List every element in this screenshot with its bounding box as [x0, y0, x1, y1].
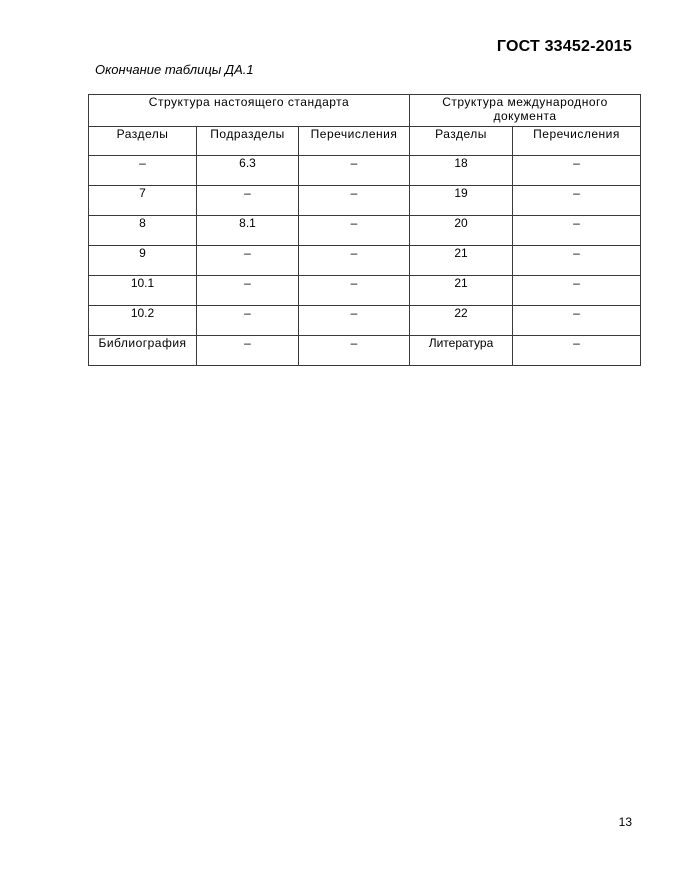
table-cell: 6.3 — [197, 156, 299, 186]
table-cell: – — [513, 336, 641, 366]
document-code: ГОСТ 33452-2015 — [496, 38, 632, 55]
table-cell: – — [513, 156, 641, 186]
table-row — [89, 246, 641, 276]
col-header-subsections: Подразделы — [197, 127, 299, 156]
table-cell: – — [299, 336, 410, 366]
table-cell: – — [197, 276, 299, 306]
table-row — [89, 216, 641, 246]
header-this-standard: Структура настоящего стандарта — [89, 95, 410, 127]
table-cell: 21 — [410, 276, 513, 306]
table-cell: 21 — [410, 246, 513, 276]
table-row — [89, 336, 641, 366]
table-cell: 18 — [410, 156, 513, 186]
page-number: 13 — [618, 815, 632, 829]
table-cell: – — [299, 186, 410, 216]
table-cell: – — [299, 156, 410, 186]
table-cell: – — [513, 216, 641, 246]
col-header-sections: Разделы — [89, 127, 197, 156]
table-cell: 10.2 — [89, 306, 197, 336]
table-cell: Библиография — [89, 336, 197, 366]
table-cell: – — [513, 186, 641, 216]
col-header-intl-sections: Разделы — [410, 127, 513, 156]
table-row — [89, 186, 641, 216]
table-cell: 22 — [410, 306, 513, 336]
table-cell: – — [513, 276, 641, 306]
table-cell: – — [299, 246, 410, 276]
correspondence-table — [88, 94, 641, 366]
col-header-intl-enumerations: Перечисления — [513, 127, 641, 156]
table-cell: 10.1 — [89, 276, 197, 306]
table-caption: Окончание таблицы ДА.1 — [95, 62, 254, 77]
table-row — [89, 306, 641, 336]
header-international-document: Структура международного документа — [410, 95, 641, 127]
table-cell: – — [299, 216, 410, 246]
table-cell: 7 — [89, 186, 197, 216]
table-cell: 8.1 — [197, 216, 299, 246]
table-cell: – — [197, 186, 299, 216]
table-cell: – — [197, 336, 299, 366]
table-cell: – — [299, 276, 410, 306]
table-cell: 20 — [410, 216, 513, 246]
table-cell: – — [89, 156, 197, 186]
table-cell: 9 — [89, 246, 197, 276]
table-cell: – — [513, 246, 641, 276]
table-cell: – — [197, 306, 299, 336]
table-cell: 8 — [89, 216, 197, 246]
table-cell: 19 — [410, 186, 513, 216]
table-row — [89, 276, 641, 306]
table-cell: – — [197, 246, 299, 276]
col-header-enumerations: Перечисления — [299, 127, 410, 156]
table-cell: Литература — [410, 336, 513, 366]
table-row — [89, 156, 641, 186]
table-cell: – — [513, 306, 641, 336]
table-cell: – — [299, 306, 410, 336]
